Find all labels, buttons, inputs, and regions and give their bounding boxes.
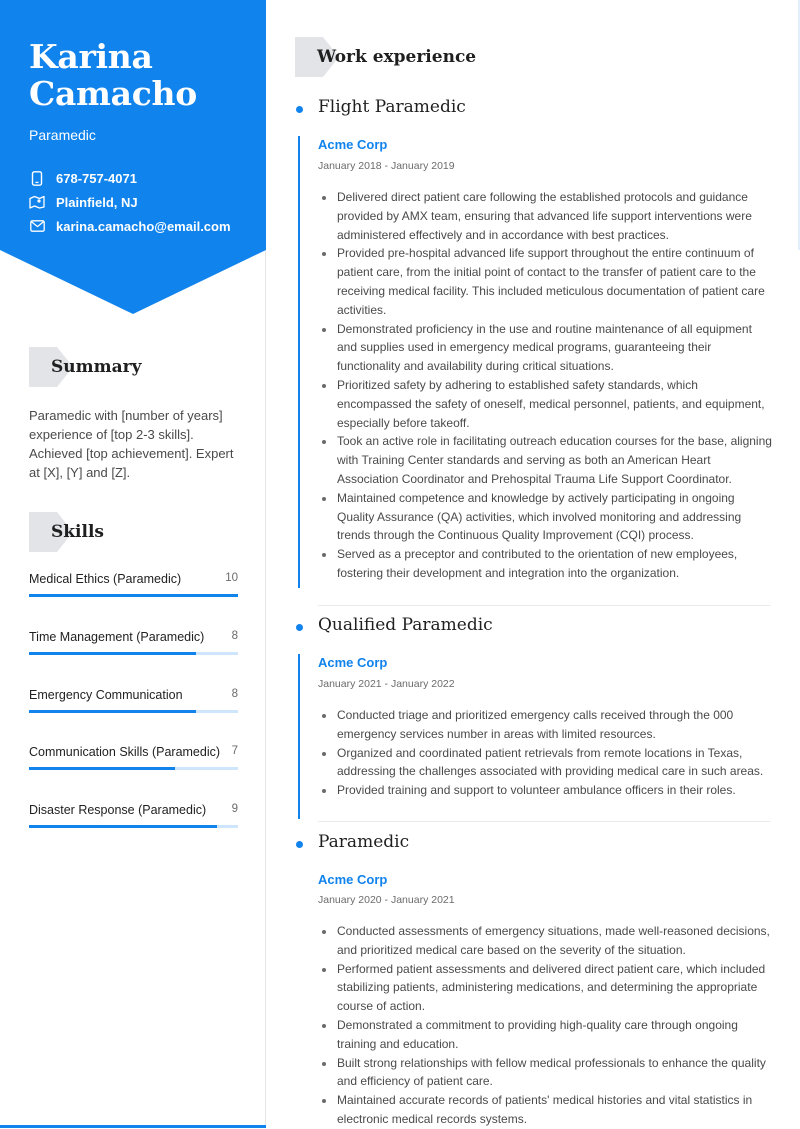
bullet-item: Performed patient assessments and delivered direct patient care, which included stabilizing patients, administering medications, and determining the appropriate course of action.: [318, 960, 774, 1016]
summary-title: Summary: [51, 357, 142, 377]
timeline-line: [298, 654, 300, 819]
skill-level: 7: [231, 745, 238, 757]
skill-level: 9: [231, 803, 238, 815]
skill-level: 8: [231, 630, 238, 642]
job-title: Flight Paramedic: [318, 97, 466, 117]
job-dates: January 2020 - January 2021: [318, 894, 455, 906]
bullet-item: Maintained competence and knowledge by actively participating in ongoing Quality Assurance (QA) activities, which involved monitoring and addressing trends through the Continuous Quality Improvement (CQI) process.: [318, 489, 774, 545]
phone-icon: [29, 170, 45, 186]
bullet-item: Provided pre-hospital advanced life support throughout the entire continuum of patient care, from the initial point of contact to the transfer of patient care to the receiving medical facility. This included meticulous documentation of patient care activities.: [318, 244, 774, 319]
skill-item: [29, 630, 238, 655]
summary-heading: [29, 347, 141, 387]
bullet-item: Delivered direct patient care following the established protocols and guidance provided by AMX team, ensuring that advanced life support interventions were administered effectively and in accordance with best practices.: [318, 188, 774, 244]
work-heading: [295, 37, 476, 77]
candidate-title: Paramedic: [29, 127, 96, 143]
skill-name: Emergency Communication: [29, 688, 183, 702]
skill-name: Disaster Response (Paramedic): [29, 803, 207, 817]
job-dates: January 2021 - January 2022: [318, 678, 455, 690]
bullet-item: Provided training and support to volunteer ambulance officers in their roles.: [318, 781, 774, 800]
job-divider: [318, 821, 771, 822]
skill-item: [29, 745, 238, 770]
skill-name: Communication Skills (Paramedic): [29, 745, 221, 759]
location-text: Plainfield, NJ: [56, 194, 138, 210]
job-title: Paramedic: [318, 832, 410, 852]
skills-title: Skills: [51, 522, 105, 542]
job-dates: January 2018 - January 2019: [318, 160, 455, 172]
skill-bar-fill: [29, 825, 217, 828]
timeline-dot: [296, 106, 303, 113]
skill-bar-track: [29, 767, 238, 770]
bullet-item: Maintained accurate records of patients' medical histories and vital statistics in electronic medical records systems.: [318, 1091, 774, 1129]
summary-text: Paramedic with [number of years] experience of [top 2-3 skills]. Achieved [top achievement]. Expert at [X], [Y] and [Z].: [29, 408, 234, 480]
job-divider: [318, 605, 771, 606]
job-bullets: [318, 922, 774, 1129]
skill-level: 10: [225, 572, 238, 584]
skills-heading: [29, 512, 104, 552]
map-icon: [29, 194, 45, 210]
bullet-item: Conducted triage and prioritized emergency calls received through the 000 emergency services number in areas with limited resources.: [318, 706, 774, 744]
skill-bar-track: [29, 710, 238, 713]
email-text: karina.camacho@email.com: [56, 218, 231, 234]
bullet-item: Conducted assessments of emergency situations, made well-reasoned decisions, and prioritized medical care based on the severity of the situation.: [318, 922, 774, 960]
skill-name: Medical Ethics (Paramedic): [29, 572, 182, 586]
phone-text: 678-757-4071: [56, 170, 137, 186]
main-content: [266, 0, 800, 1128]
bullet-item: Demonstrated proficiency in the use and routine maintenance of all equipment and supplies used in emergency medical programs, guaranteeing their functionality and availability during critical situations.: [318, 320, 774, 376]
first-name: Karina: [29, 37, 153, 76]
bullet-item: Took an active role in facilitating outreach education courses for the base, aligning with Training Center standards and serving as both an American Heart Association Coordinator and Prehospital Trauma Life Support Coordinator.: [318, 432, 774, 488]
timeline-dot: [296, 624, 303, 631]
bullet-item: Organized and coordinated patient retrievals from remote locations in Texas, addressing the challenges associated with providing medical care in such areas.: [318, 744, 774, 782]
job-bullets: [318, 188, 774, 583]
skill-item: [29, 688, 238, 713]
profile-header: [0, 0, 266, 316]
skill-item: [29, 803, 238, 828]
bullet-item: Demonstrated a commitment to providing high-quality care through ongoing training and education.: [318, 1016, 774, 1054]
contact-list: [29, 166, 231, 238]
contact-email[interactable]: [29, 214, 231, 238]
contact-location: [29, 190, 231, 214]
skill-level: 8: [231, 688, 238, 700]
bullet-item: Built strong relationships with fellow medical professionals to enhance the quality and efficiency of patient care.: [318, 1054, 774, 1092]
envelope-icon: [29, 218, 45, 234]
timeline-line: [298, 136, 300, 588]
skill-bar-fill: [29, 710, 196, 713]
contact-phone[interactable]: [29, 166, 231, 190]
skill-item: [29, 572, 238, 597]
job-title: Qualified Paramedic: [318, 615, 493, 635]
bullet-item: Served as a preceptor and contributed to the orientation of new employees, fostering their development and integration into the organization.: [318, 545, 774, 583]
skill-bar-track: [29, 594, 238, 597]
bullet-item: Prioritized safety by adhering to established safety standards, which encompassed the safety of oneself, medical personnel, patients, and equipment, especially before takeoff.: [318, 376, 774, 432]
timeline-dot: [296, 841, 303, 848]
company-name: Acme Corp: [318, 872, 388, 887]
company-name: Acme Corp: [318, 655, 388, 670]
skill-bar-fill: [29, 594, 238, 597]
work-title: Work experience: [317, 47, 477, 67]
skill-bar-fill: [29, 767, 175, 770]
skill-bar-track: [29, 825, 238, 828]
job-bullets: [318, 706, 774, 800]
sidebar: [0, 0, 266, 1128]
skill-bar-track: [29, 652, 238, 655]
company-name: Acme Corp: [318, 137, 388, 152]
last-name: Camacho: [29, 74, 197, 113]
skill-name: Time Management (Paramedic): [29, 630, 205, 644]
candidate-name: [29, 38, 197, 112]
skill-bar-fill: [29, 652, 196, 655]
